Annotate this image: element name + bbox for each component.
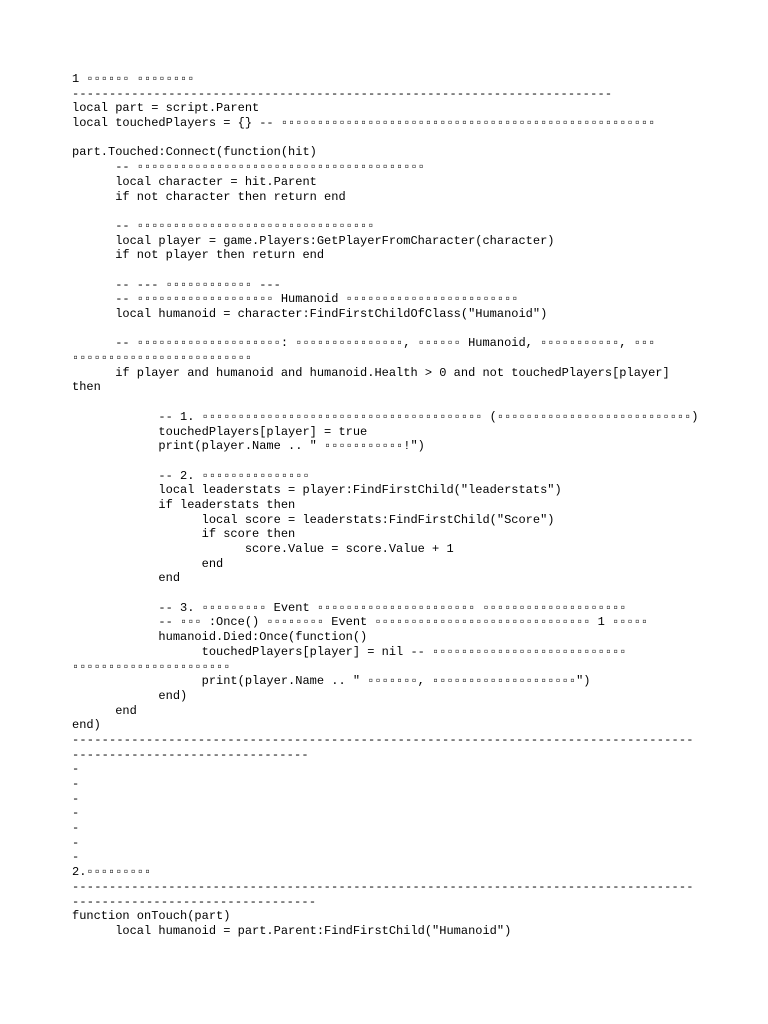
code-line: if leaderstats then [72, 497, 296, 512]
code-line: local score = leaderstats:FindFirstChild("Score") [72, 512, 555, 527]
code-line: -- --- ▫▫▫▫▫▫▫▫▫▫▫▫ --- [72, 277, 281, 292]
code-line: - [72, 806, 80, 821]
code-line [72, 322, 712, 337]
separator-line: ------------------------------------------------------------------------------------ [72, 879, 694, 894]
code-line: local touchedPlayers = {} -- ▫▫▫▫▫▫▫▫▫▫▫▫▫▫▫▫▫▫▫▫▫▫▫▫▫▫▫▫▫▫▫▫▫▫▫▫▫▫▫▫▫▫▫▫▫▫▫▫▫▫▫▫ [72, 116, 656, 131]
code-line: local leaderstats = player:FindFirstChild("leaderstats") [72, 483, 562, 498]
separator-line: -------------------------------- [72, 747, 309, 762]
code-line: -- 2. ▫▫▫▫▫▫▫▫▫▫▫▫▫▫▫ [72, 468, 310, 483]
code-line: - [72, 821, 80, 836]
code-line: local humanoid = part.Parent:FindFirstChild("Humanoid") [72, 923, 512, 938]
code-line: 2.▫▫▫▫▫▫▫▫▫ [72, 865, 152, 880]
code-line: ▫▫▫▫▫▫▫▫▫▫▫▫▫▫▫▫▫▫▫▫▫▫ [72, 659, 231, 674]
code-line: -- ▫▫▫ :Once() ▫▫▫▫▫▫▫▫ Event ▫▫▫▫▫▫▫▫▫▫▫▫▫▫▫▫▫▫▫▫▫▫▫▫▫▫▫▫▫▫ 1 ▫▫▫▫▫ [72, 615, 649, 630]
code-line: end) [72, 688, 188, 703]
code-line [72, 586, 712, 601]
code-line: if score then [72, 527, 296, 542]
code-line [72, 263, 712, 278]
code-line: end) [72, 718, 101, 733]
code-line: then [72, 380, 101, 395]
code-line [72, 395, 712, 410]
code-line: score.Value = score.Value + 1 [72, 542, 454, 556]
code-line: -- 1. ▫▫▫▫▫▫▫▫▫▫▫▫▫▫▫▫▫▫▫▫▫▫▫▫▫▫▫▫▫▫▫▫▫▫▫▫▫▫▫ (▫▫▫▫▫▫▫▫▫▫▫▫▫▫▫▫▫▫▫▫▫▫▫▫▫▫▫) [72, 409, 699, 424]
code-line: - [72, 791, 80, 806]
code-line: end [72, 703, 137, 718]
code-line: local character = hit.Parent [72, 174, 317, 189]
code-line [72, 131, 712, 146]
code-line: -- ▫▫▫▫▫▫▫▫▫▫▫▫▫▫▫▫▫▫▫▫▫▫▫▫▫▫▫▫▫▫▫▫▫▫▫▫▫▫▫▫ [72, 160, 425, 175]
code-line [72, 204, 712, 219]
document-page [72, 72, 712, 939]
code-line: -- ▫▫▫▫▫▫▫▫▫▫▫▫▫▫▫▫▫▫▫▫▫▫▫▫▫▫▫▫▫▫▫▫▫ [72, 218, 375, 233]
separator-line: --------------------------------- [72, 894, 317, 909]
code-line: - [72, 762, 80, 777]
code-line: part.Touched:Connect(function(hit) [72, 145, 317, 160]
code-line: - [72, 835, 80, 850]
code-line: end [72, 556, 224, 571]
code-line: touchedPlayers[player] = true [72, 424, 368, 439]
code-line: 1 ▫▫▫▫▫▫ ▫▫▫▫▫▫▫▫ [72, 72, 195, 86]
code-line: local part = script.Parent [72, 101, 260, 116]
code-line: if player and humanoid and humanoid.Health > 0 and not touchedPlayers[player] [72, 365, 670, 380]
separator-line: ------------------------------------------------------------------------------------ [72, 732, 694, 747]
code-line: -- ▫▫▫▫▫▫▫▫▫▫▫▫▫▫▫▫▫▫▫▫: ▫▫▫▫▫▫▫▫▫▫▫▫▫▫▫, ▫▫▫▫▫▫ Humanoid, ▫▫▫▫▫▫▫▫▫▫▫, ▫▫▫ [72, 336, 656, 351]
code-line: print(player.Name .. " ▫▫▫▫▫▫▫, ▫▫▫▫▫▫▫▫▫▫▫▫▫▫▫▫▫▫▫▫") [72, 674, 591, 689]
code-line: - [72, 850, 80, 865]
code-line: - [72, 777, 80, 791]
code-line: local player = game.Players:GetPlayerFromCharacter(character) [72, 233, 555, 248]
code-line: function onTouch(part) [72, 909, 231, 924]
code-line: humanoid.Died:Once(function() [72, 630, 368, 645]
code-line: print(player.Name .. " ▫▫▫▫▫▫▫▫▫▫▫!") [72, 439, 425, 454]
code-line: ▫▫▫▫▫▫▫▫▫▫▫▫▫▫▫▫▫▫▫▫▫▫▫▫▫ [72, 351, 253, 366]
code-line: -- 3. ▫▫▫▫▫▫▫▫▫ Event ▫▫▫▫▫▫▫▫▫▫▫▫▫▫▫▫▫▫▫▫▫▫ ▫▫▫▫▫▫▫▫▫▫▫▫▫▫▫▫▫▫▫▫ [72, 600, 627, 615]
code-line: touchedPlayers[player] = nil -- ▫▫▫▫▫▫▫▫▫▫▫▫▫▫▫▫▫▫▫▫▫▫▫▫▫▫▫ [72, 644, 627, 659]
code-line: if not player then return end [72, 248, 325, 263]
code-line: -- ▫▫▫▫▫▫▫▫▫▫▫▫▫▫▫▫▫▫▫ Humanoid ▫▫▫▫▫▫▫▫▫▫▫▫▫▫▫▫▫▫▫▫▫▫▫▫ [72, 292, 519, 307]
code-line: local humanoid = character:FindFirstChildOfClass("Humanoid") [72, 307, 548, 321]
separator-line: ------------------------------------------------------------------------- [72, 86, 613, 101]
code-line: end [72, 571, 181, 586]
code-line [72, 454, 712, 469]
code-line: if not character then return end [72, 189, 346, 204]
